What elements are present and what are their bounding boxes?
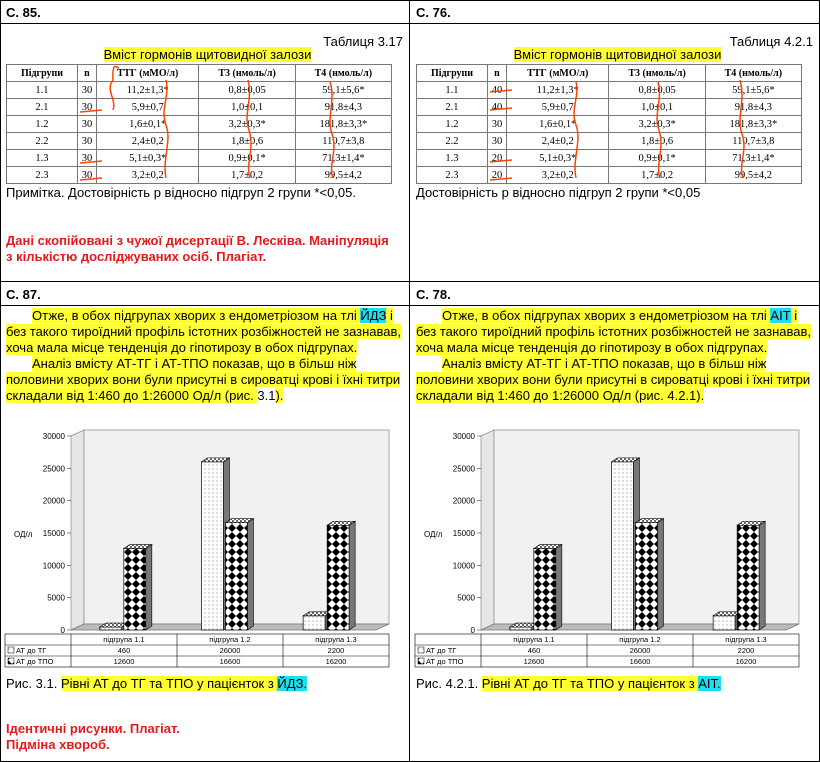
- table-cell: 1.3: [417, 150, 488, 167]
- figure-caption: Рис. 3.1. Рівні АТ до ТГ та ТПО у пацієнток з ЙДЗ.: [6, 676, 308, 691]
- table-header-cell: ТТГ (мМО/л): [506, 65, 609, 82]
- legend-swatch: [8, 647, 14, 653]
- y-tick-label: 0: [60, 626, 65, 635]
- bar: [202, 462, 224, 630]
- bar: [534, 549, 556, 630]
- table-cell: 5,1±0,3*: [96, 150, 199, 167]
- bar-side: [658, 519, 664, 630]
- bar: [226, 523, 248, 630]
- table-cell: 1.2: [417, 116, 488, 133]
- table-cell: 2.3: [417, 167, 488, 184]
- table-cell: 5,1±0,3*: [506, 150, 609, 167]
- y-tick-label: 20000: [452, 496, 475, 506]
- table-caption: Таблиця 4.2.1: [729, 34, 813, 49]
- y-tick-label: 10000: [42, 561, 65, 571]
- table-cell: 0,8±0,05: [199, 82, 295, 99]
- y-tick-label: 25000: [452, 464, 475, 474]
- data-table-value: 2200: [327, 646, 345, 655]
- bar-chart: [4, 420, 404, 676]
- table-cell: 59,1±5,6*: [705, 82, 801, 99]
- y-tick-label: 30000: [452, 432, 475, 441]
- bar: [636, 523, 658, 630]
- cell-header-left-top: С. 85.: [6, 5, 41, 20]
- data-table-value: 16600: [219, 657, 241, 666]
- table-header-cell: Т3 (нмоль/л): [609, 65, 705, 82]
- y-tick-label: 20000: [42, 496, 65, 506]
- figure-caption: Рис. 4.2.1. Рівні АТ до ТГ та ТПО у пацієнток з АІТ.: [416, 676, 721, 691]
- table-cell: 0,9±0,1*: [609, 150, 705, 167]
- table-cell: 1.3: [7, 150, 78, 167]
- table-cell: 99,5±4,2: [705, 167, 801, 184]
- table-cell: 1.2: [7, 116, 78, 133]
- chart-side-wall: [71, 430, 84, 630]
- bar-side: [146, 545, 152, 630]
- bar-side: [556, 545, 562, 630]
- data-table-value: 2200: [737, 646, 755, 655]
- paragraph-1: Отже, в обох підгрупах хворих з ендометріозом на тлі ЙДЗ і без такого тироїдний профіль істотних розбіжностей не зазнавав, хоча мала місце тенденція до гіпотирозу в обох підгрупах.: [6, 308, 402, 355]
- paragraph-1: Отже, в обох підгрупах хворих з ендометріозом на тлі АІТ і без такого тироїдний профіль істотних розбіжностей не зазнавав, хоча мала місце тенденція до гіпотирозу в обох підгрупах.: [416, 308, 812, 355]
- table-cell: 40: [487, 82, 506, 99]
- table-cell: 2,4±0,2: [96, 133, 199, 150]
- table-cell: 30: [77, 150, 96, 167]
- table-cell: 110,7±3,8: [295, 133, 391, 150]
- y-tick-label: 5000: [457, 593, 475, 603]
- legend-label: АТ до ТГ: [426, 646, 457, 655]
- table-cell: 59,1±5,6*: [295, 82, 391, 99]
- table-header-cell: n: [77, 65, 96, 82]
- data-table-value: 26000: [629, 646, 651, 655]
- table-cell: 40: [487, 99, 506, 116]
- table-cell: 20: [487, 150, 506, 167]
- table-cell: 11,2±1,3*: [506, 82, 609, 99]
- table-cell: 2.2: [417, 133, 488, 150]
- table-cell: 1,6±0,1*: [506, 116, 609, 133]
- bar-side: [759, 521, 765, 630]
- legend-label: АТ до ТПО: [16, 657, 54, 666]
- bar-chart: [414, 420, 814, 676]
- bar: [100, 627, 122, 630]
- paragraph-2: Аналіз вмісту АТ-ТГ і АТ-ТПО показав, що в більш ніж половини хворих вони були присутні в сироватці крові і їхні титри складали від 1:460 до 1:26000 Од/л (рис. 4.2.1).: [416, 356, 811, 403]
- table-cell: 181,8±3,3*: [295, 116, 391, 133]
- paragraph-2: Аналіз вмісту АТ-ТГ і АТ-ТПО показав, що в більш ніж половини хворих вони були присутні в сироватці крові і їхні титри складали від 1:460 до 1:26000 Од/л (рис. 3.1).: [6, 356, 401, 403]
- table-note: Примітка. Достовірність р відносно підгруп 2 групи *<0,05.: [6, 185, 356, 200]
- table-cell: 3,2±0,2: [506, 167, 609, 184]
- table-cell: 1,7±0,2: [199, 167, 295, 184]
- table-cell: 30: [77, 116, 96, 133]
- table-cell: 110,7±3,8: [705, 133, 801, 150]
- table-title: Вміст гормонів щитовидної залози: [513, 47, 722, 62]
- bar: [713, 616, 735, 630]
- y-tick-label: 25000: [42, 464, 65, 474]
- table-header-cell: ТТГ (мМО/л): [96, 65, 199, 82]
- data-table-value: 26000: [219, 646, 241, 655]
- bar-side: [248, 519, 254, 630]
- y-tick-label: 0: [470, 626, 475, 635]
- table-cell: 20: [487, 167, 506, 184]
- table-cell: 3,2±0,3*: [609, 116, 705, 133]
- data-table-value: 12600: [113, 657, 135, 666]
- legend-swatch: [418, 647, 424, 653]
- table-cell: 30: [77, 82, 96, 99]
- bar: [303, 616, 325, 630]
- table-cell: 2.2: [7, 133, 78, 150]
- y-tick-label: 30000: [42, 432, 65, 441]
- data-table-value: 16200: [735, 657, 757, 666]
- category-label: підгрупа 1.2: [619, 635, 661, 644]
- table-header-cell: Т4 (нмоль/л): [705, 65, 801, 82]
- category-label: підгрупа 1.3: [725, 635, 767, 644]
- data-table-value: 460: [117, 646, 131, 655]
- table-cell: 1.1: [7, 82, 78, 99]
- bar: [510, 627, 532, 630]
- table-cell: 3,2±0,2: [96, 167, 199, 184]
- table-cell: 30: [487, 133, 506, 150]
- category-label: підгрупа 1.1: [513, 635, 555, 644]
- y-axis-label: ОД/л: [14, 530, 33, 539]
- paragraph-block: [416, 308, 812, 404]
- legend-swatch: [418, 658, 424, 664]
- table-cell: 1,0±0,1: [609, 99, 705, 116]
- legend-label: АТ до ТПО: [426, 657, 464, 666]
- table-cell: 1,8±0,6: [609, 133, 705, 150]
- table-cell: 2,4±0,2: [506, 133, 609, 150]
- table-cell: 71,3±1,4*: [705, 150, 801, 167]
- remark-text: Дані скопійовані з чужої дисертації В. Лесківа. Маніпуляція з кількістю досліджуваних осіб. Плагіат.: [6, 233, 389, 264]
- table-cell: 0,9±0,1*: [199, 150, 295, 167]
- table-cell: 1.1: [417, 82, 488, 99]
- cell-header-left-bottom: С. 87.: [6, 287, 41, 302]
- y-tick-label: 15000: [452, 529, 475, 538]
- table-cell: 1,8±0,6: [199, 133, 295, 150]
- remark-text: Ідентичні рисунки. Плагіат. Підміна хвороб.: [6, 721, 180, 752]
- bar: [612, 462, 634, 630]
- cell-header-right-bottom: С. 78.: [416, 287, 451, 302]
- table-note: Достовірність р відносно підгруп 2 групи *<0,05: [416, 185, 701, 200]
- table-cell: 30: [77, 167, 96, 184]
- table-title: Вміст гормонів щитовидної залози: [103, 47, 312, 62]
- table-cell: 0,8±0,05: [609, 82, 705, 99]
- bar: [124, 549, 146, 630]
- table-cell: 1,7±0,2: [609, 167, 705, 184]
- chart-side-wall: [481, 430, 494, 630]
- data-table-value: 12600: [523, 657, 545, 666]
- table-header-cell: n: [487, 65, 506, 82]
- table-cell: 2.3: [7, 167, 78, 184]
- table-header-cell: Т4 (нмоль/л): [295, 65, 391, 82]
- bar: [327, 525, 349, 630]
- table-cell: 1,0±0,1: [199, 99, 295, 116]
- table-cell: 99,5±4,2: [295, 167, 391, 184]
- table-cell: 30: [77, 133, 96, 150]
- y-axis-label: ОД/л: [424, 530, 443, 539]
- table-header-cell: Підгрупи: [7, 65, 78, 82]
- table-cell: 91,8±4,3: [705, 99, 801, 116]
- table-cell: 5,9±0,7: [96, 99, 199, 116]
- table-cell: 30: [77, 99, 96, 116]
- category-label: підгрупа 1.1: [103, 635, 145, 644]
- y-tick-label: 5000: [47, 593, 65, 603]
- data-table-value: 16600: [629, 657, 651, 666]
- category-label: підгрупа 1.3: [315, 635, 357, 644]
- cell-header-right-top: С. 76.: [416, 5, 451, 20]
- bar: [737, 525, 759, 630]
- row-divider: [0, 305, 820, 306]
- category-label: підгрупа 1.2: [209, 635, 251, 644]
- table-cell: 2.1: [417, 99, 488, 116]
- table-cell: 1,6±0,1*: [96, 116, 199, 133]
- table-cell: 5,9±0,7: [506, 99, 609, 116]
- table-cell: 181,8±3,3*: [705, 116, 801, 133]
- data-table-value: 16200: [325, 657, 347, 666]
- table-cell: 11,2±1,3*: [96, 82, 199, 99]
- y-tick-label: 10000: [452, 561, 475, 571]
- data-table-value: 460: [527, 646, 541, 655]
- table-cell: 30: [487, 116, 506, 133]
- table-cell: 3,2±0,3*: [199, 116, 295, 133]
- table-cell: 2.1: [7, 99, 78, 116]
- table-caption: Таблиця 3.17: [323, 34, 403, 49]
- paragraph-block: [6, 308, 402, 404]
- legend-label: АТ до ТГ: [16, 646, 47, 655]
- y-tick-label: 15000: [42, 529, 65, 538]
- table-cell: 91,8±4,3: [295, 99, 391, 116]
- legend-swatch: [8, 658, 14, 664]
- pen-annotations: [0, 0, 820, 300]
- table-header-cell: Підгрупи: [417, 65, 488, 82]
- table-header-cell: Т3 (нмоль/л): [199, 65, 295, 82]
- table-cell: 71,3±1,4*: [295, 150, 391, 167]
- bar-side: [349, 521, 355, 630]
